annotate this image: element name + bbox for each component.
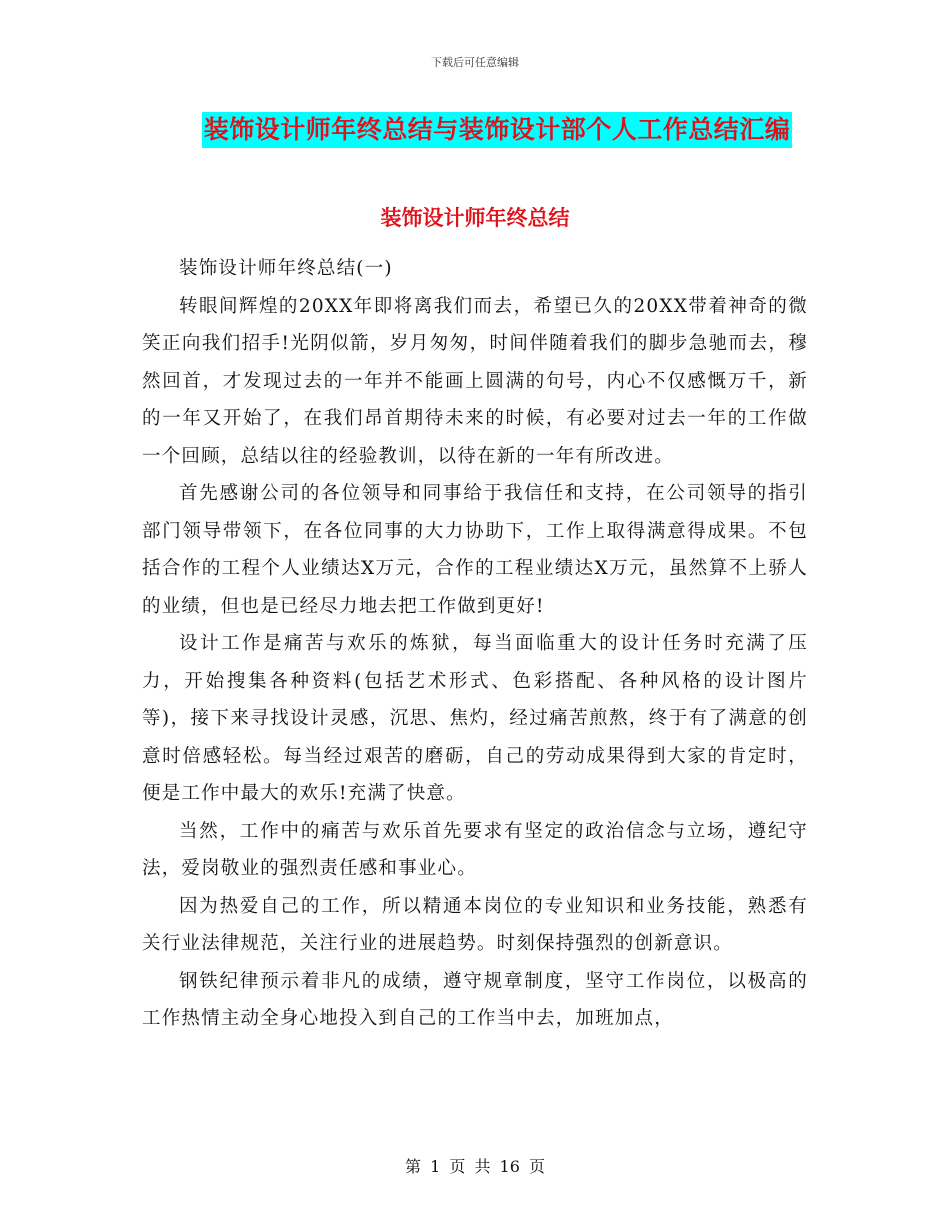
paragraph: 钢铁纪律预示着非凡的成绩，遵守规章制度，坚守工作岗位，以极高的工作热情主动全身心地投入到自己的工作当中去，加班加点，: [142, 970, 808, 1029]
section-title: 装饰设计师年终总结: [380, 206, 570, 230]
paragraph: 当然，工作中的痛苦与欢乐首先要求有坚定的政治信念与立场，遵纪守法，爱岗敬业的强烈责任感和事业心。: [142, 820, 808, 879]
paragraph: 设计工作是痛苦与欢乐的炼狱，每当面临重大的设计任务时充满了压力，开始搜集各种资料(包括艺术形式、色彩搭配、各种风格的设计图片等)，接下来寻找设计灵感，沉思、焦灼，经过痛苦煎熬，终于有了满意的创意时倍感轻松。每当经过艰苦的磨砺，自己的劳动成果得到大家的肯定时，便是工作中最大的欢乐!充满了快意。: [142, 633, 808, 804]
document-body: [142, 250, 808, 1038]
header-note: 下载后可任意编辑: [431, 56, 519, 69]
main-title: 装饰设计师年终总结与装饰设计部个人工作总结汇编: [202, 112, 793, 148]
paragraph: 转眼间辉煌的20XX年即将离我们而去，希望已久的20XX带着神奇的微笑正向我们招手!光阴似箭，岁月匆匆，时间伴随着我们的脚步急驰而去，穆然回首，才发现过去的一年并不能画上圆满的句号，内心不仅感慨万千，新的一年又开始了，在我们昂首期待未来的时候，有必要对过去一年的工作做一个回顾，总结以往的经验教训，以待在新的一年有所改进。: [142, 295, 808, 467]
paragraph: 因为热爱自己的工作，所以精通本岗位的专业知识和业务技能，熟悉有关行业法律规范，关注行业的进展趋势。时刻保持强烈的创新意识。: [142, 895, 808, 954]
page-number-footer: 第 1 页 共 16 页: [405, 1157, 545, 1176]
main-title-container: [0, 112, 950, 148]
paragraph-heading: 装饰设计师年终总结(一): [179, 258, 393, 279]
paragraph: 首先感谢公司的各位领导和同事给于我信任和支持，在公司领导的指引部门领导带领下，在各位同事的大力协助下，工作上取得满意得成果。不包括合作的工程个人业绩达X万元，合作的工程业绩达X万元，虽然算不上骄人的业绩，但也是已经尽力地去把工作做到更好!: [142, 483, 808, 617]
